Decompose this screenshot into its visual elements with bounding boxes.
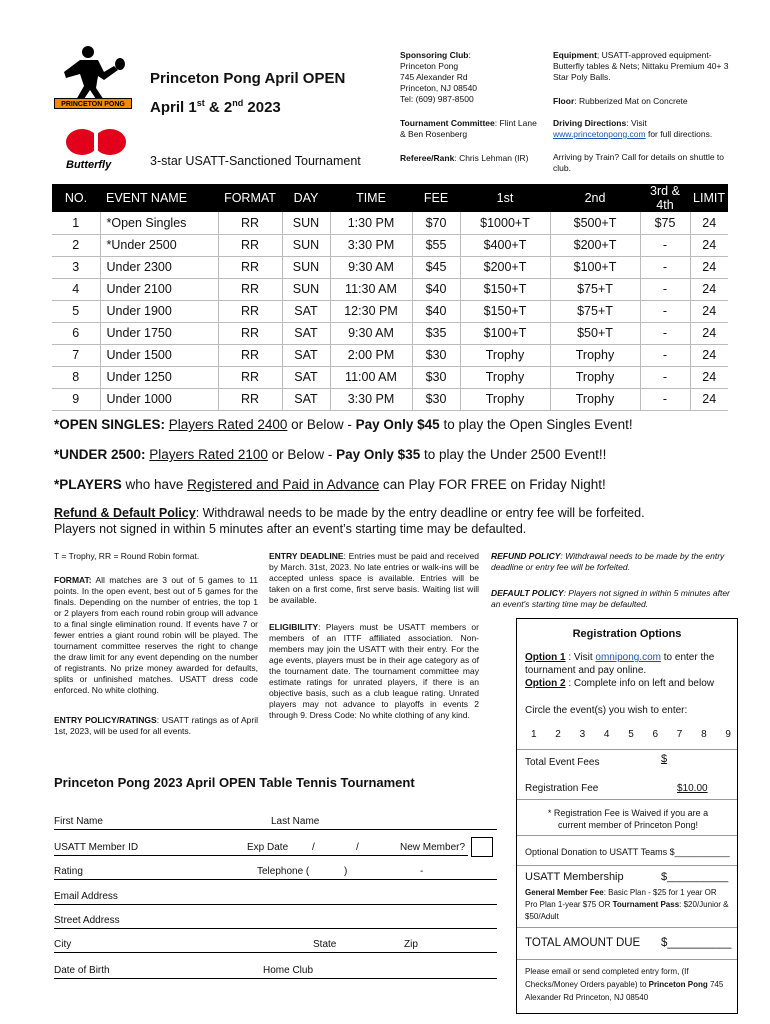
- cell-second-prize: Trophy: [550, 344, 640, 366]
- col-header-third-fourth: 3rd & 4th: [640, 184, 690, 212]
- princeton-pong-logo: [52, 42, 134, 108]
- event-choice[interactable]: 4: [603, 729, 610, 740]
- cell-day: SAT: [282, 300, 330, 322]
- street-address-field[interactable]: Street Address: [54, 915, 497, 929]
- under-2500-notice: *UNDER 2500: Players Rated 2100 or Below - Pay Only $35 to play the Under 2500 Event!!: [54, 447, 607, 462]
- cell-third-fourth-prize: -: [640, 300, 690, 322]
- tournament-dates: April 1st & 2nd 2023: [150, 98, 281, 116]
- cell-fee: $30: [412, 344, 460, 366]
- event-choice[interactable]: 3: [579, 729, 586, 740]
- cell-format: RR: [218, 212, 282, 234]
- cell-first-prize: Trophy: [460, 366, 550, 388]
- cell-first-prize: Trophy: [460, 388, 550, 410]
- cell-limit: 24: [690, 344, 728, 366]
- cell-day: SUN: [282, 234, 330, 256]
- table-row: [52, 388, 728, 410]
- cell-format: RR: [218, 322, 282, 344]
- cell-time: 12:30 PM: [330, 300, 412, 322]
- cell-third-fourth-prize: -: [640, 278, 690, 300]
- col-header-second: 2nd: [550, 184, 640, 212]
- registration-fee-waiver: * Registration Fee is Waived if you are a current member of Princeton Pong!: [547, 808, 709, 830]
- cell-time: 9:30 AM: [330, 256, 412, 278]
- cell-format: RR: [218, 234, 282, 256]
- cell-fee: $40: [412, 300, 460, 322]
- cell-first-prize: $1000+T: [460, 212, 550, 234]
- cell-second-prize: Trophy: [550, 388, 640, 410]
- event-choice[interactable]: 2: [555, 729, 561, 740]
- princeton-pong-wordmark: PRINCETON PONG: [54, 98, 132, 109]
- cell-limit: 24: [690, 234, 728, 256]
- circle-events-prompt: Circle the event(s) you wish to enter:: [525, 705, 688, 716]
- refund-default-notice: Refund & Default Policy: Withdrawal needs to be made by the entry deadline or entry fee will be forfeited. Players not signed in within 5 minutes after an event’s starting time may be defaulted.: [54, 506, 645, 536]
- total-amount-due-field[interactable]: $__________: [661, 937, 732, 949]
- cell-second-prize: Trophy: [550, 366, 640, 388]
- cell-no: 5: [52, 300, 100, 322]
- cell-second-prize: $75+T: [550, 278, 640, 300]
- cell-limit: 24: [690, 256, 728, 278]
- cell-time: 11:30 AM: [330, 278, 412, 300]
- open-singles-notice: *OPEN SINGLES: Players Rated 2400 or Below - Pay Only $45 to play the Open Singles Event!: [54, 417, 633, 432]
- cell-limit: 24: [690, 366, 728, 388]
- registration-fee-value: $10.00: [677, 783, 708, 794]
- cell-day: SAT: [282, 388, 330, 410]
- cell-first-prize: $150+T: [460, 278, 550, 300]
- format-rules: FORMAT: All matches are 3 out of 5 games to 11 points. In the open event, best out of 5 games for the finals. Depending on the number of entries, the top 1 or 2 players from each round robin group will advance to a final single elimination round. If events have 7 or fewer entries a giant round robin will be played. The tournament committee reserves the right to change the draw limit for any event depending on the number of registrants. No prize money awarded for defaults, splits or unfinished matches. USATT dress code enforced. No white clothing.: [54, 575, 258, 695]
- cell-second-prize: $75+T: [550, 300, 640, 322]
- event-choice[interactable]: 9: [725, 729, 731, 740]
- col-header-first: 1st: [460, 184, 550, 212]
- cell-third-fourth-prize: -: [640, 256, 690, 278]
- omnipong-link[interactable]: omnipong.com: [595, 652, 661, 663]
- cell-day: SAT: [282, 322, 330, 344]
- col-header-limit: LIMIT: [690, 184, 728, 212]
- cell-day: SAT: [282, 344, 330, 366]
- events-table-header: [52, 184, 728, 212]
- cell-no: 2: [52, 234, 100, 256]
- cell-event-name: Under 2300: [100, 256, 218, 278]
- cell-second-prize: $50+T: [550, 322, 640, 344]
- friday-night-notice: *PLAYERS who have Registered and Paid in Advance can Play FOR FREE on Friday Night!: [54, 477, 606, 492]
- registration-options-box: [516, 618, 738, 1014]
- cell-day: SUN: [282, 212, 330, 234]
- cell-time: 2:00 PM: [330, 344, 412, 366]
- sponsoring-club-info: Sponsoring Club: Princeton Pong 745 Alexander Rd Princeton, NJ 08540 Tel: (609) 987-8500: [400, 50, 478, 104]
- cell-fee: $40: [412, 278, 460, 300]
- equipment-info: Equipment; USATT-approved equipment- Butterfly tables & Nets; Nittaku Premium 40+ 3 Star Poly Balls.: [553, 50, 729, 82]
- eligibility-rules: ELIGIBILITY: Players must be USATT members or members of an ITTF affiliated association. Non-members may join the USATT with their entry. For the age events, players must be in their age category as of the tournament date. The tournament committee may estimate ratings for unrated players, if there is an objective basis, such as a club league rating. Unrated players may not advance to playoffs in events 2 through 9. Dress Code: No white clothing of any kind.: [269, 622, 479, 720]
- cell-format: RR: [218, 256, 282, 278]
- first-name-field[interactable]: First Name Last Name: [54, 816, 497, 830]
- cell-event-name: *Under 2500: [100, 234, 218, 256]
- committee-info: Tournament Committee: Flint Lane & Ben Rosenberg: [400, 118, 537, 139]
- cell-first-prize: Trophy: [460, 344, 550, 366]
- membership-fee-note: General Member Fee: Basic Plan - $25 for 1 year OR Pro Plan 1-year $75 OR Tournament Pass: $20/Junior & $50/Adult: [525, 888, 729, 921]
- cell-time: 11:00 AM: [330, 366, 412, 388]
- col-header-event-name: EVENT NAME: [100, 184, 218, 212]
- princetonpong-link[interactable]: www.princetonpong.com: [553, 129, 646, 139]
- usatt-membership-label: USATT Membership: [525, 871, 624, 883]
- cell-limit: 24: [690, 300, 728, 322]
- cell-time: 1:30 PM: [330, 212, 412, 234]
- sanction-text: 3-star USATT-Sanctioned Tournament: [150, 154, 361, 168]
- cell-time: 3:30 PM: [330, 388, 412, 410]
- table-row: [52, 278, 728, 300]
- cell-fee: $55: [412, 234, 460, 256]
- col-header-no: NO.: [52, 184, 100, 212]
- cell-format: RR: [218, 388, 282, 410]
- cell-format: RR: [218, 366, 282, 388]
- cell-no: 3: [52, 256, 100, 278]
- option-1: Option 1 : Visit omnipong.com to enter the tournament and pay online. Option 2 : Complete info on left and below: [525, 652, 715, 689]
- butterfly-wordmark: Butterfly: [66, 159, 112, 171]
- cell-third-fourth-prize: -: [640, 388, 690, 410]
- new-member-checkbox[interactable]: [471, 837, 493, 857]
- cell-no: 8: [52, 366, 100, 388]
- train-info: Arriving by Train? Call for details on shuttle to club.: [553, 152, 725, 173]
- total-event-fees-field[interactable]: $: [661, 753, 668, 765]
- usatt-membership-field[interactable]: $__________: [661, 871, 729, 883]
- cell-first-prize: $100+T: [460, 322, 550, 344]
- cell-day: SUN: [282, 256, 330, 278]
- cell-first-prize: $150+T: [460, 300, 550, 322]
- form-title: Princeton Pong 2023 April OPEN Table Tennis Tournament: [54, 775, 415, 790]
- col-header-day: DAY: [282, 184, 330, 212]
- usatt-id-field[interactable]: USATT Member ID Exp Date / / New Member?: [54, 842, 468, 856]
- table-row: [52, 366, 728, 388]
- col-header-time: TIME: [330, 184, 412, 212]
- table-row: [52, 212, 728, 234]
- usatt-donation-field[interactable]: Optional Donation to USATT Teams $___________: [525, 847, 730, 857]
- cell-fee: $30: [412, 366, 460, 388]
- cell-time: 3:30 PM: [330, 234, 412, 256]
- cell-third-fourth-prize: -: [640, 344, 690, 366]
- driving-directions-info: Driving Directions: Visit www.princetonpong.com for full directions.: [553, 118, 713, 139]
- page-title: Princeton Pong April OPEN: [150, 70, 346, 87]
- cell-event-name: Under 2100: [100, 278, 218, 300]
- cell-third-fourth-prize: $75: [640, 212, 690, 234]
- email-field[interactable]: Email Address: [54, 891, 497, 905]
- total-amount-due-label: TOTAL AMOUNT DUE: [525, 937, 641, 949]
- cell-no: 7: [52, 344, 100, 366]
- cell-event-name: *Open Singles: [100, 212, 218, 234]
- total-event-fees-label: Total Event Fees: [525, 757, 600, 768]
- registration-fee-label: Registration Fee: [525, 783, 599, 794]
- cell-no: 1: [52, 212, 100, 234]
- cell-limit: 24: [690, 278, 728, 300]
- cell-limit: 24: [690, 388, 728, 410]
- entry-deadline-rules: ENTRY DEADLINE: Entries must be paid and received by March. 31st, 2023. No late entries or walk-ins will be accepted unless space is available. Entries will be taken on a first come, first serve basis. Waiting list will be available.: [269, 551, 479, 605]
- table-row: [52, 344, 728, 366]
- col-header-fee: FEE: [412, 184, 460, 212]
- table-row: [52, 256, 728, 278]
- event-choice[interactable]: 6: [652, 729, 659, 740]
- event-choice[interactable]: 8: [701, 729, 707, 740]
- date-of-birth-field[interactable]: Date of Birth Home Club: [54, 965, 497, 979]
- refund-policy-rules: REFUND POLICY: Withdrawal needs to be made by the entry deadline or entry fee will be forfeited.: [491, 551, 725, 572]
- cell-no: 4: [52, 278, 100, 300]
- cell-no: 6: [52, 322, 100, 344]
- cell-limit: 24: [690, 322, 728, 344]
- cell-event-name: Under 1500: [100, 344, 218, 366]
- default-policy-rules: DEFAULT POLICY: Players not signed in within 5 minutes after an event's starting time may be defaulted.: [491, 588, 730, 609]
- cell-no: 9: [52, 388, 100, 410]
- col-header-format: FORMAT: [218, 184, 282, 212]
- mailing-instructions: Please email or send completed entry form, (If Checks/Money Orders payable) to Princeton Pong 745 Alexander Rd Princeton, NJ 08540: [525, 967, 724, 1002]
- cell-third-fourth-prize: -: [640, 322, 690, 344]
- cell-event-name: Under 1250: [100, 366, 218, 388]
- registration-title: Registration Options: [572, 628, 682, 640]
- event-number-choices: [531, 729, 731, 740]
- cell-fee: $30: [412, 388, 460, 410]
- cell-format: RR: [218, 344, 282, 366]
- cell-event-name: Under 1750: [100, 322, 218, 344]
- cell-event-name: Under 1000: [100, 388, 218, 410]
- cell-time: 9:30 AM: [330, 322, 412, 344]
- event-choice[interactable]: 7: [676, 729, 683, 740]
- butterfly-icon: [64, 128, 128, 162]
- cell-event-name: Under 1900: [100, 300, 218, 322]
- cell-third-fourth-prize: -: [640, 366, 690, 388]
- rating-field[interactable]: Rating Telephone ( ) -: [54, 866, 497, 880]
- cell-first-prize: $400+T: [460, 234, 550, 256]
- table-row: [52, 234, 728, 256]
- entry-policy-rules: ENTRY POLICY/RATINGS: USATT ratings as of April 1st, 2023, will be used for all events.: [54, 715, 258, 736]
- cell-fee: $45: [412, 256, 460, 278]
- cell-day: SUN: [282, 278, 330, 300]
- format-legend: T = Trophy, RR = Round Robin format.: [54, 551, 200, 561]
- cell-format: RR: [218, 278, 282, 300]
- city-field[interactable]: City State Zip: [54, 939, 497, 953]
- cell-day: SAT: [282, 366, 330, 388]
- table-row: [52, 322, 728, 344]
- butterfly-logo: [64, 128, 128, 174]
- cell-fee: $70: [412, 212, 460, 234]
- cell-limit: 24: [690, 212, 728, 234]
- cell-format: RR: [218, 300, 282, 322]
- event-choice[interactable]: 5: [628, 729, 634, 740]
- event-choice[interactable]: 1: [531, 729, 537, 740]
- events-table: [52, 184, 728, 411]
- floor-info: Floor: Rubberized Mat on Concrete: [553, 96, 688, 106]
- cell-second-prize: $100+T: [550, 256, 640, 278]
- cell-second-prize: $200+T: [550, 234, 640, 256]
- cell-fee: $35: [412, 322, 460, 344]
- referee-info: Referee/Rank: Chris Lehman (IR): [400, 153, 529, 163]
- cell-first-prize: $200+T: [460, 256, 550, 278]
- cell-second-prize: $500+T: [550, 212, 640, 234]
- cell-third-fourth-prize: -: [640, 234, 690, 256]
- table-row: [52, 300, 728, 322]
